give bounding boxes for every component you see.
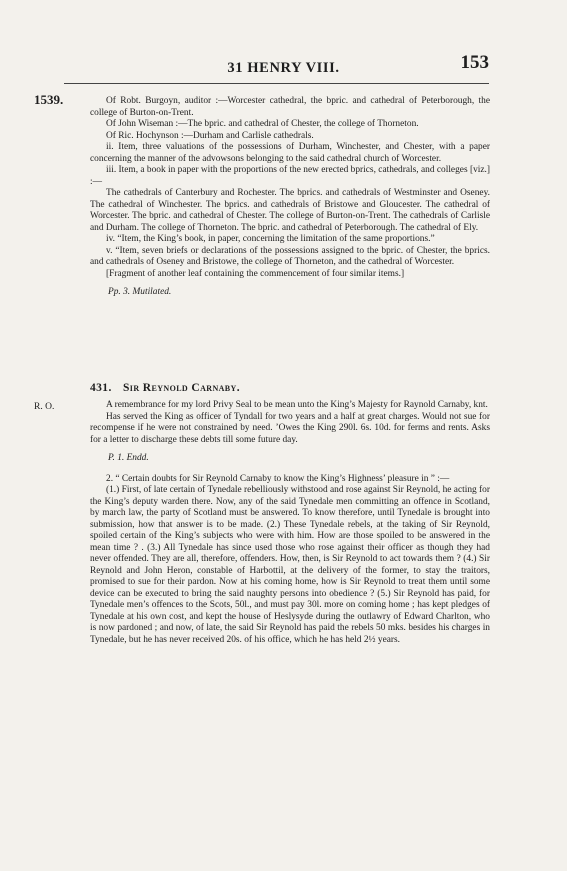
entry-number: 431. bbox=[90, 382, 112, 394]
paragraph: Of John Wiseman :—The bpric. and cathedral of Chester, the college of Thorneton. bbox=[106, 119, 419, 129]
paragraph: Has served the King as officer of Tyndall for two years and a half at great charges. Would not sue for recompense if he were not constrained by need. ’Owes the King 290l. 6s. 10d. for ferms and rents. Asks for a letter to discharge these debts till some future day. bbox=[90, 411, 490, 445]
paragraph: 2. “ Certain doubts for Sir Reynold Carnaby to know the King’s Highness’ pleasure in ” :— bbox=[106, 473, 450, 484]
paragraph: iii. Item, a book in paper with the proportions of the new erected bprics, cathedrals, and colleges [viz.] :— bbox=[90, 165, 490, 187]
paragraph: Of Robt. Burgoyn, auditor :—Worcester cathedral, the bpric. and cathedral of Peterborough, the college of Burton-on-Trent. bbox=[90, 96, 490, 118]
page-number: 153 bbox=[460, 52, 489, 73]
section-1 bbox=[90, 96, 490, 299]
year-margin: 1539. bbox=[34, 92, 64, 107]
physical-description: Pp. 3. Mutilated. bbox=[108, 287, 172, 297]
running-head: 31 HENRY VIII. bbox=[227, 60, 340, 76]
entry-body bbox=[90, 400, 490, 646]
page-header bbox=[0, 52, 567, 82]
margin-reference: R. O. bbox=[34, 402, 55, 412]
paragraph: (1.) First, of late certain of Tynedale rebelliously withstood and rose against Sir Reynold, he acting for the King’s deputy warden there. Now, any of the said Tynedale men committing an offence in Scotland, by march law, the party of Scotland must be answered. To know therefore, until Tynedale is brought into submission, how that answer is to be made. (2.) These Tynedale rebels, at the taking of Sir Reynold, spoiled certain of the King’s subjects who were with him. How are those spoiled to be answered in the mean time ? . (3.) All Tynedale has since used those who rose against their officer as though they had never offended. They are all, therefore, offenders. How, then, is Sir Reynold to act towards them ? (4.) Sir Reynold and John Heron, constable of Harbottil, at the delivery of the former, to stay the traitors, promised to sue for their pardon. Now at his coming home, how is Sir Reynold to treat them until some device can be executed to bring the said naughty persons into obedience ? (5.) Sir Reynold has paid, for Tynedale men’s offences to the Scots, 50l., and must pay 30l. more on coming home ; has kept pledges of Tynedale at his own cost, and kept the house of Heslysyde during the outlawry of Edward Charlton, who is now pardoned ; and now, of late, the said Sir Reynold has paid the rebels 50 mks. besides his charges in Tynedale, but he has never received 20s. of his office, which he has held 2½ years. bbox=[90, 485, 490, 645]
entry-title: Sir Reynold Carnaby. bbox=[123, 382, 240, 394]
paragraph: v. “Item, seven briefs or declarations of the possessions assigned to the bpric. of Chester, the bprics. and cathedrals of Oseney and Bristowe, the college of Thorneton, and the cathedral of Worcester. bbox=[90, 245, 490, 267]
paragraph: [Fragment of another leaf containing the commencement of four similar items.] bbox=[106, 268, 405, 279]
paragraph: iv. “Item, the King’s book, in paper, concerning the limitation of the same proportions.” bbox=[106, 234, 435, 244]
paragraph: ii. Item, three valuations of the possessions of Durham, Winchester, and Chester, with a paper concerning the manner of the advowsons belonging to the said cathedral church of Worcester. bbox=[90, 142, 490, 164]
paragraph: A remembrance for my lord Privy Seal to be mean unto the King’s Majesty for Raynold Carnaby, knt. bbox=[106, 400, 488, 410]
paragraph: Of Ric. Hochynson :—Durham and Carlisle cathedrals. bbox=[106, 130, 314, 141]
physical-description: P. 1. Endd. bbox=[108, 453, 149, 463]
paragraph: The cathedrals of Canterbury and Rochester. The bprics. and cathedrals of Westminster and Oseney. The cathedral of Winchester. The bprics. and cathedrals of Bristowe and Gloucester. The cathedral of Worcester. The bpric. and cathedral of Chester. The college of Burton-on-Trent. The cathedrals of Carlisle and Durham. The college of Thorneton. The bpric. and cathedral of Peterborough. The cathedral of Ely. bbox=[90, 188, 490, 233]
entry-heading bbox=[90, 382, 240, 394]
header-rule bbox=[64, 83, 489, 84]
